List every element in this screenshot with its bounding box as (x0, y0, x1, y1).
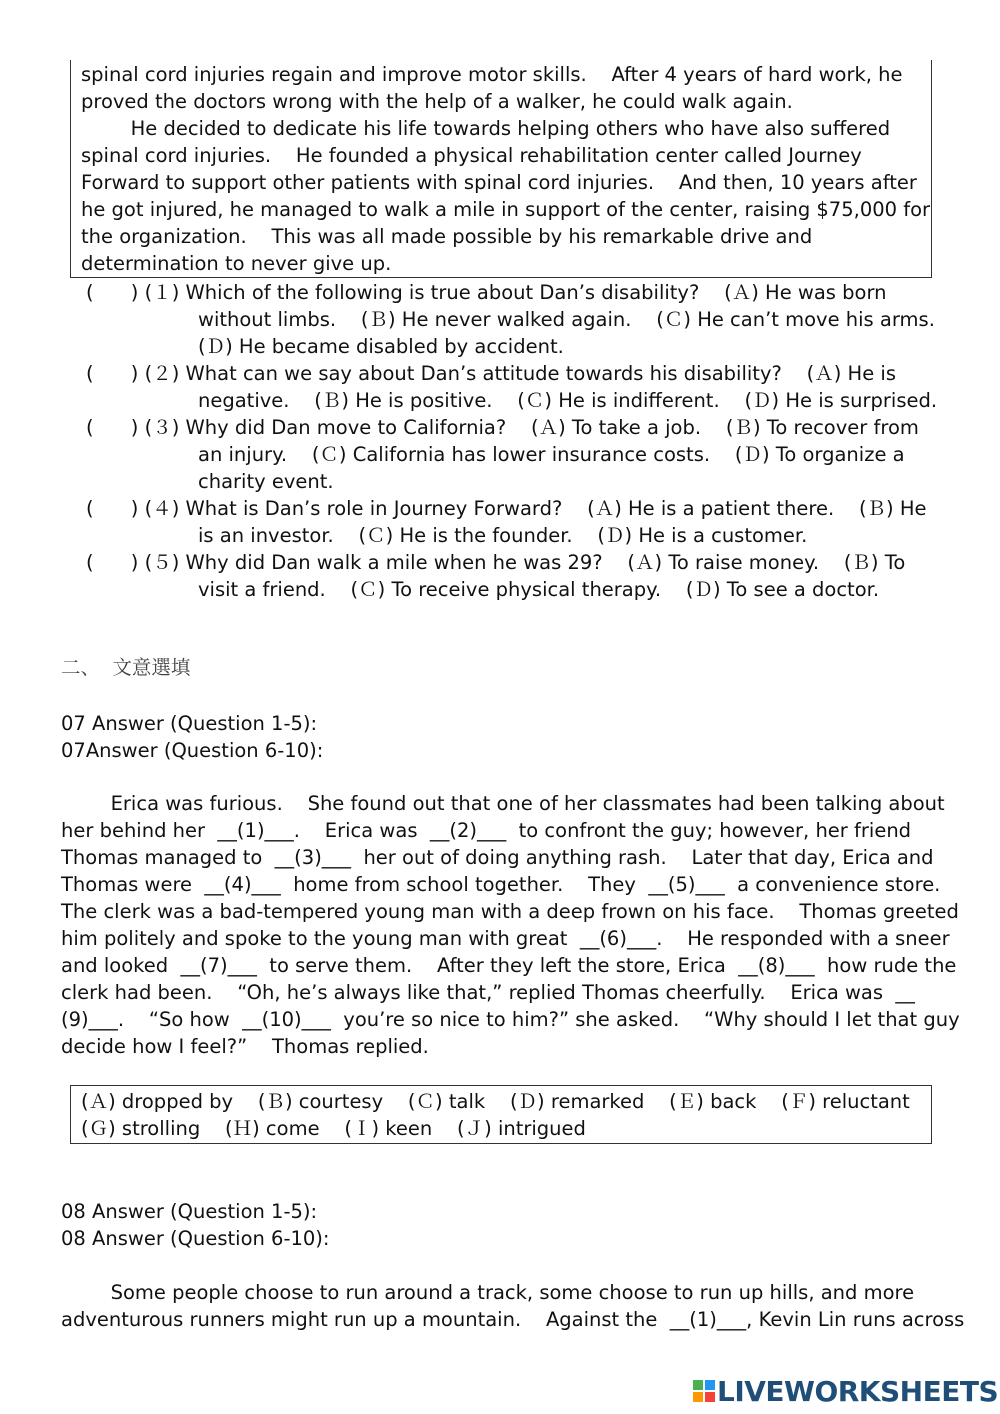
cloze-line: Thomas were __(4)___ home from school together. They __(5)___ a convenience store. (61, 873, 941, 896)
passage-line: he got injured, he managed to walk a mile in support of the center, raising $75,000 for (81, 198, 931, 221)
cloze-line: him politely and spoke to the young man with great __(6)___. He responded with a sneer (61, 927, 950, 950)
liveworksheets-logo (693, 1374, 998, 1408)
answer-label-07a: 07 Answer (Question 1-5): (61, 712, 318, 735)
answer-label-08a: 08 Answer (Question 1-5): (61, 1200, 318, 1223)
question-1[interactable]: ( ) (１) Which of the following is true about Dan’s disability? (Ａ) He was born (86, 281, 887, 304)
cloze-line: decide how I feel?” Thomas replied. (61, 1035, 429, 1058)
section-heading: 二、 文意選填 (61, 656, 191, 679)
question-2[interactable]: ( ) (２) What can we say about Dan’s attitude towards his disability? (Ａ) He is (86, 362, 896, 385)
cloze-line: her behind her __(1)___. Erica was __(2)___ to confront the guy; however, her friend (61, 819, 912, 842)
options-line: (Ａ) dropped by (Ｂ) courtesy (Ｃ) talk (Ｄ) remarked (Ｅ) back (Ｆ) reluctant (81, 1090, 910, 1113)
question-1-options: (Ｄ) He became disabled by accident. (198, 335, 564, 358)
cloze-line: clerk had been. “Oh, he’s always like that,” replied Thomas cheerfully. Erica was __ (61, 981, 915, 1004)
question-5-options: visit a friend. (Ｃ) To receive physical therapy. (Ｄ) To see a doctor. (198, 578, 880, 601)
cloze-line: Thomas managed to __(3)___ her out of doing anything rash. Later that day, Erica and (61, 846, 934, 869)
answer-label-08b: 08 Answer (Question 6-10): (61, 1227, 330, 1250)
passage08-line: Some people choose to run around a track, some choose to run up hills, and more (61, 1281, 915, 1304)
passage-line: proved the doctors wrong with the help of a walker, he could walk again. (81, 90, 793, 113)
passage-line: He decided to dedicate his life towards helping others who have also suffered (81, 117, 891, 140)
passage08-line: adventurous runners might run up a mountain. Against the __(1)___, Kevin Lin runs across (61, 1308, 965, 1331)
question-3[interactable]: ( ) (３) Why did Dan move to California? (Ａ) To take a job. (Ｂ) To recover from (86, 416, 919, 439)
answer-label-07b: 07Answer (Question 6-10): (61, 739, 324, 762)
question-4-options: is an investor. (Ｃ) He is the founder. (Ｄ) He is a customer. (198, 524, 808, 547)
passage-line: spinal cord injuries regain and improve motor skills. After 4 years of hard work, he (81, 63, 903, 86)
question-2-options: negative. (Ｂ) He is positive. (Ｃ) He is indifferent. (Ｄ) He is surprised. (198, 389, 938, 412)
cloze-line: (9)___. “So how __(10)___ you’re so nice to him?” she asked. “Why should I let that guy (61, 1008, 960, 1031)
passage-line: the organization. This was all made possible by his remarkable drive and (81, 225, 813, 248)
question-1-options: without limbs. (Ｂ) He never walked again. (Ｃ) He can’t move his arms. (198, 308, 935, 331)
cloze-line: and looked __(7)___ to serve them. After they left the store, Erica __(8)___ how rude the (61, 954, 957, 977)
question-3-options: charity event. (198, 470, 334, 493)
question-3-options: an injury. (Ｃ) California has lower insurance costs. (Ｄ) To organize a (198, 443, 905, 466)
question-5[interactable]: ( ) (５) Why did Dan walk a mile when he was 29? (Ａ) To raise money. (Ｂ) To (86, 551, 906, 574)
passage-line: spinal cord injuries. He founded a physical rehabilitation center called Journey (81, 144, 862, 167)
passage-line: Forward to support other patients with spinal cord injuries. And then, 10 years after (81, 171, 917, 194)
options-line: (Ｇ) strolling (Ｈ) come (Ｉ) keen (Ｊ) intrigued (81, 1117, 586, 1140)
cloze-line: The clerk was a bad-tempered young man with a deep frown on his face. Thomas greeted (61, 900, 959, 923)
logo-grid-icon (693, 1380, 715, 1402)
passage-line: determination to never give up. (81, 252, 392, 275)
question-4[interactable]: ( ) (４) What is Dan’s role in Journey Forward? (Ａ) He is a patient there. (Ｂ) He (86, 497, 927, 520)
logo-text: LIVEWORKSHEETS (717, 1374, 999, 1408)
cloze-line: Erica was furious. She found out that one of her classmates had been talking about (61, 792, 945, 815)
